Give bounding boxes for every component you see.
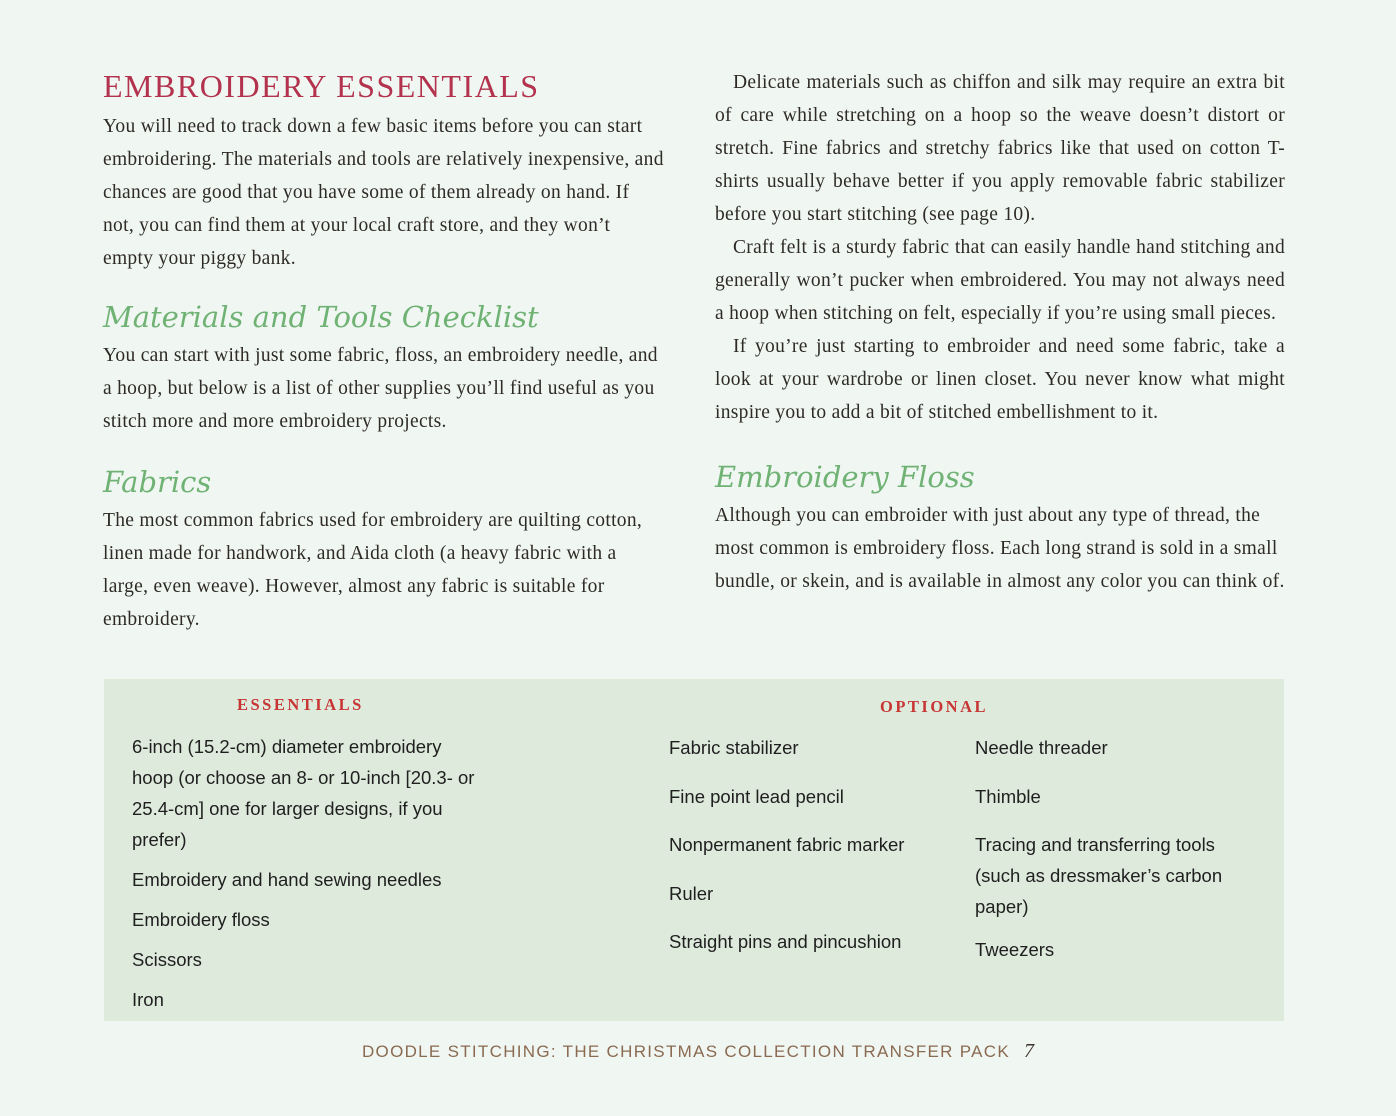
materials-heading: Materials and Tools Checklist [103,300,539,334]
list-item: Embroidery floss [132,909,270,930]
list-item: 6-inch (15.2-cm) diameter embroidery hoop (or choose an 8- or 10-inch [20.3- or 25.4-cm] one for larger designs, if you prefer) [132,736,475,850]
delicate-materials-paragraph: Delicate materials such as chiffon and silk may require an extra bit of care while stretching on a hoop so the weave doesn’t distort or stretch. Fine fabrics and stretchy fabrics like that used on cotton T-shirts usually behave better if you apply removable fabric stabilizer before you start stitching (see page 10). [715,72,1285,225]
optional-list-2 [975,732,1265,983]
fabrics-paragraph: The most common fabrics used for embroidery are quilting cotton, linen made for handwork, and Aida cloth (a heavy fabric with a large, even weave). However, almost any fabric is suitable for embroidery. [103,510,643,630]
optional-list-1 [669,732,904,975]
essentials-list [132,731,482,1024]
right-column [715,60,1285,598]
floss-paragraph: Although you can embroider with just about any type of thread, the most common is embroidery floss. Each long strand is sold in a small bundle, or skein, and is available in almost any color you can think of. [715,505,1285,592]
list-item: Nonpermanent fabric marker [669,834,905,855]
footer-text: DOODLE STITCHING: THE CHRISTMAS COLLECTION TRANSFER PACK [361,1042,1011,1061]
fabrics-heading: Fabrics [103,465,212,499]
list-item: Thimble [975,785,1041,807]
list-item: Tracing and transferring tools (such as dressmaker’s carbon paper) [975,834,1223,917]
floss-heading: Embroidery Floss [715,460,975,494]
list-item: Fine point lead pencil [669,785,844,807]
list-item: Fabric stabilizer [669,737,799,758]
essentials-heading: ESSENTIALS [237,695,364,714]
intro-paragraph: You will need to track down a few basic items before you can start embroidering. The materials and tools are relatively inexpensive, and chances are good that you have some of them already on hand. If not, you can find them at your local craft store, and they won’t empty your piggy bank. [103,116,664,269]
list-item: Ruler [669,882,714,904]
list-item: Tweezers [975,939,1055,960]
list-item: Embroidery and hand sewing needles [132,869,442,890]
page-footer [0,1040,1396,1063]
checklist-box [104,679,1284,1021]
optional-heading: OPTIONAL [880,697,989,716]
list-item: Iron [132,989,164,1010]
list-item: Scissors [132,949,202,970]
page-title: EMBROIDERY ESSENTIALS [103,68,540,104]
left-column [103,60,665,636]
materials-paragraph: You can start with just some fabric, floss, an embroidery needle, and a hoop, but below is a list of other supplies you’ll find useful as you stitch more and more embroidery projects. [103,345,658,432]
craft-felt-paragraph: Craft felt is a sturdy fabric that can easily handle hand stitching and generally won’t pucker when embroidered. You may not always need a hoop when stitching on felt, especially if you’re using small pieces. [715,237,1285,324]
list-item: Needle threader [975,737,1108,758]
page-number: 7 [1024,1040,1035,1062]
list-item: Straight pins and pincushion [669,931,902,952]
wardrobe-paragraph: If you’re just starting to embroider and need some fabric, take a look at your wardrobe or linen closet. You never know what might inspire you to add a bit of stitched embellishment to it. [715,336,1285,423]
